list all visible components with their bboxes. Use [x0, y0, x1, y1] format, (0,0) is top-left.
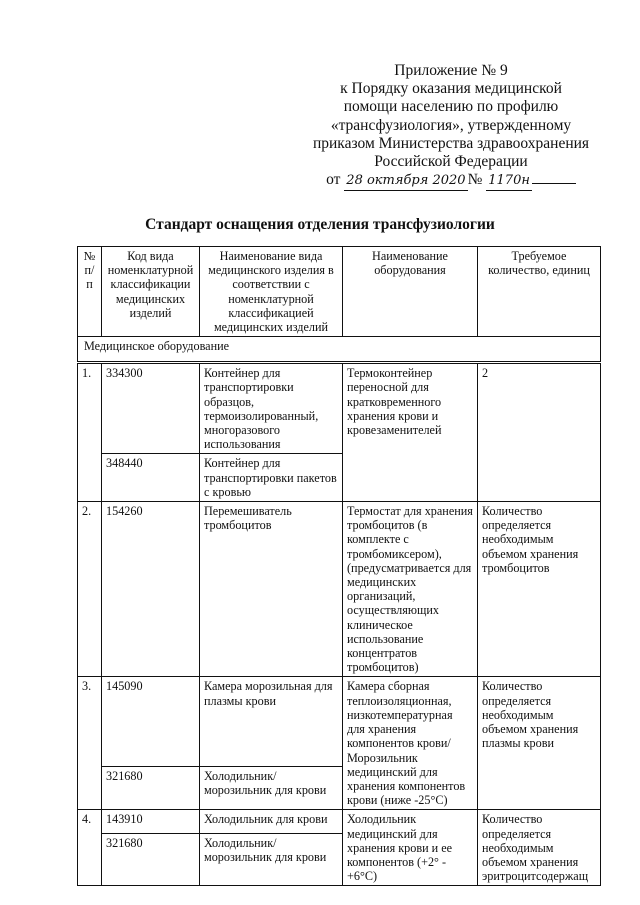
device-name-cell: Холодильник для крови [200, 810, 343, 833]
row-number: 2. [78, 502, 102, 677]
handwritten-order-date: 28 октября 2020 [344, 172, 467, 191]
order-prefix: от [326, 171, 341, 189]
header-line: к Порядку оказания медицинской [340, 80, 562, 98]
quantity-cell: Количество определяется необходимым объемом хранения тромбоцитов [478, 502, 601, 677]
equipment-cell: Термостат для хранения тромбоцитов (в комплекте с тромбомиксером), (предусматривается для медицинских организаций, осуществляющих клиническое использование концентратов тромбоцитов) [343, 502, 478, 677]
section-title: Медицинское оборудование [78, 337, 601, 363]
order-reference [296, 171, 606, 191]
column-header-equipment: Наименование оборудования [343, 247, 478, 337]
code-cell: 334300 [102, 363, 200, 454]
header-line: Российской Федерации [374, 153, 528, 171]
code-cell: 348440 [102, 454, 200, 502]
equipment-cell: Камера сборная теплоизоляционная, низкотемпературная для хранения компонентов крови/ Морозильник медицинский для хранения компонентов крови (ниже -25°С) [343, 677, 478, 810]
device-name-cell: Контейнер для транспортировки пакетов с кровью [200, 454, 343, 502]
table-row [78, 810, 601, 833]
column-header-number: № п/п [78, 247, 102, 337]
equipment-cell: Холодильник медицинский для хранения крови и ее компонентов (+2° - +6°С) [343, 810, 478, 886]
row-number: 4. [78, 810, 102, 886]
order-number-label: № [467, 171, 483, 189]
section-row [78, 337, 601, 363]
table-row [78, 502, 601, 677]
device-name-cell: Холодильник/ морозильник для крови [200, 767, 343, 810]
code-cell: 154260 [102, 502, 200, 677]
equipment-table [77, 246, 601, 886]
quantity-cell: 2 [478, 363, 601, 502]
handwritten-order-number: 1170н [486, 172, 532, 191]
row-number: 3. [78, 677, 102, 810]
header-line: Приложение № 9 [394, 62, 508, 79]
header-line: «трансфузиология», утвержденному [330, 116, 572, 134]
signature-underline [532, 171, 576, 184]
table-row [78, 363, 601, 454]
header-line: приказом Министерства здравоохранения [312, 134, 590, 152]
equipment-table-wrapper [77, 246, 600, 886]
column-header-quantity: Требуемое количество, единиц [478, 247, 601, 337]
quantity-cell: Количество определяется необходимым объемом хранения плазмы крови [478, 677, 601, 810]
equipment-cell: Термоконтейнер переносной для кратковременного хранения крови и кровезаменителей [343, 363, 478, 502]
code-cell: 321680 [102, 767, 200, 810]
column-header-device-name: Наименование вида медицинского изделия в соответствии с номенклатурной классификацией медицинских изделий [200, 247, 343, 337]
table-header-row [78, 247, 601, 337]
device-name-cell: Камера морозильная для плазмы крови [200, 677, 343, 767]
device-name-cell: Перемешиватель тромбоцитов [200, 502, 343, 677]
device-name-cell: Холодильник/ морозильник для крови [200, 833, 343, 886]
document-title: Стандарт оснащения отделения трансфузиологии [145, 216, 495, 233]
appendix-header [296, 62, 606, 191]
code-cell: 143910 [102, 810, 200, 833]
device-name-cell: Контейнер для транспортировки образцов, термоизолированный, многоразового использования [200, 363, 343, 454]
code-cell: 145090 [102, 677, 200, 767]
table-row [78, 677, 601, 767]
column-header-code: Код вида номенклатурной классификации медицинских изделий [102, 247, 200, 337]
quantity-cell: Количество определяется необходимым объемом хранения эритроцитсодержащ [478, 810, 601, 886]
header-line: помощи населению по профилю [343, 98, 559, 116]
row-number: 1. [78, 363, 102, 502]
code-cell: 321680 [102, 833, 200, 886]
